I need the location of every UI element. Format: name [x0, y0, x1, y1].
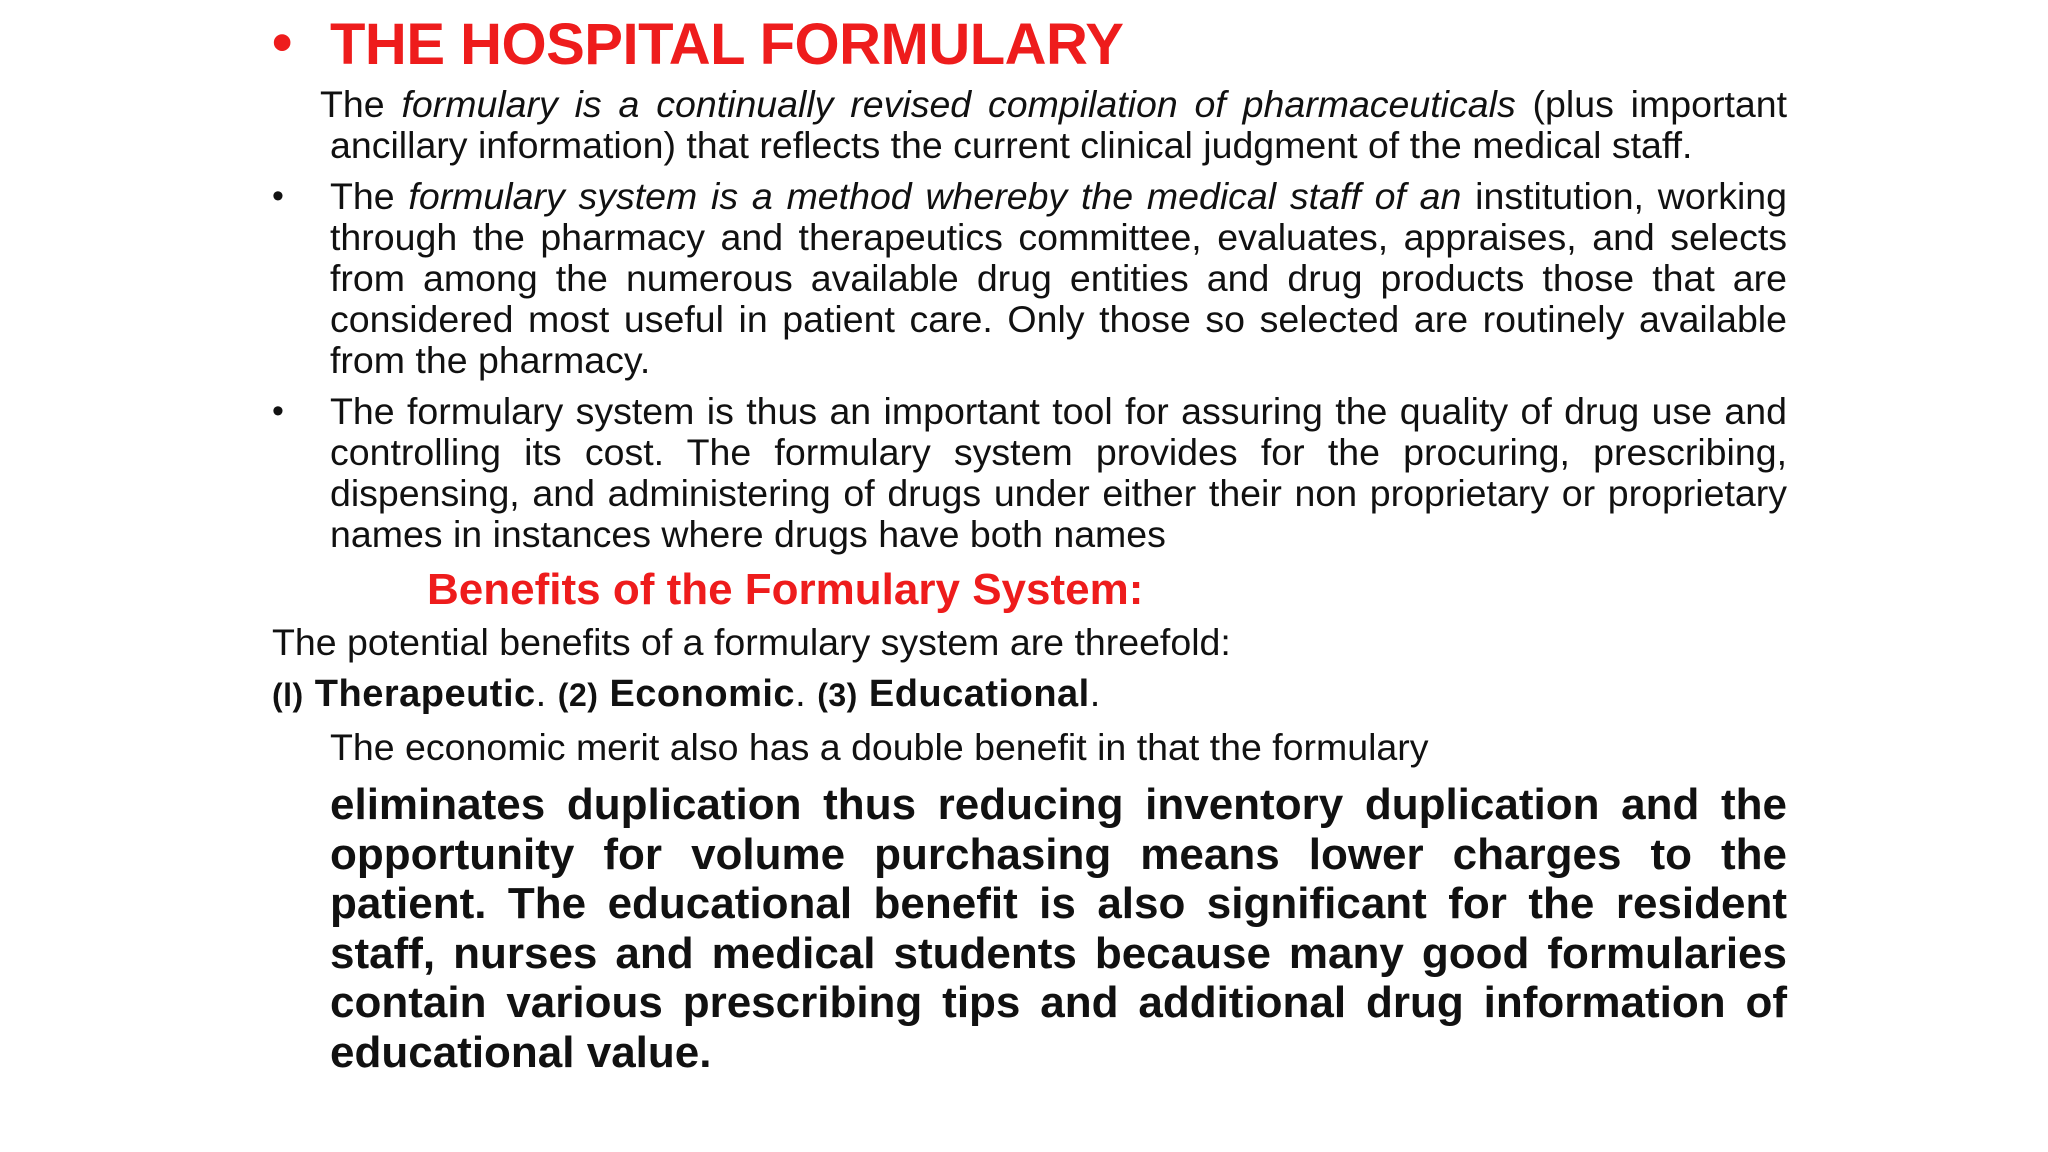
benefit-sep: . — [795, 673, 818, 715]
benefit-num-2: (2) — [557, 677, 599, 713]
intro-paragraph — [320, 83, 1787, 166]
bullet-italic: formulary system is a method whereby the medical staff of an — [408, 175, 1462, 217]
benefit-types-line — [272, 669, 1787, 720]
benefit-sep: . — [535, 673, 558, 715]
benefit-economic: Economic — [609, 673, 796, 715]
bullet-lead: The — [330, 175, 409, 217]
title-row — [272, 6, 1787, 84]
economic-merit-line: The economic merit also has a double benefit in that the formulary — [330, 726, 1429, 768]
benefit-num-3: (3) — [817, 677, 858, 713]
bullet-dot: • — [272, 177, 284, 215]
bullet-text — [330, 176, 1787, 381]
title-bullet: • — [272, 10, 293, 75]
benefit-end: . — [1089, 673, 1101, 715]
intro-rest: (plus important ancillary information) that reflects the current clinical judgment of the medical staff. — [330, 83, 1787, 166]
benefit-num-1: (l) — [272, 677, 304, 713]
bullet-item-important-tool — [272, 391, 1787, 555]
bullet-dot: • — [272, 392, 284, 430]
benefits-heading: Benefits of the Formulary System: — [427, 565, 1144, 614]
economic-educational-paragraph: eliminates duplication thus reducing inventory duplication and the opportunity for volume purchasing means lower charges to the patient. The educational benefit is also significant for the resident staff, nurses and medical students because many good formularies contain various prescribing tips and additional drug information of educational value. — [330, 780, 1787, 1077]
bullet-rest: institution, working through the pharmacy and therapeutics committee, evaluates, appraises, and selects from among the numerous available drug entities and drug products those that are considered most useful in patient care. Only those so selected are routinely available from the pharmacy. — [330, 175, 1787, 381]
intro-italic: formulary is a continually revised compilation of pharmaceuticals — [401, 83, 1516, 125]
intro-lead: The — [320, 83, 402, 125]
slide-title: THE HOSPITAL FORMULARY — [330, 12, 1124, 77]
bullet-item-formulary-system — [272, 176, 1787, 381]
benefit-educational: Educational — [868, 673, 1090, 715]
benefits-intro: The potential benefits of a formulary system are threefold: — [272, 621, 1231, 663]
slide-content — [272, 6, 1787, 1077]
benefit-therapeutic: Therapeutic — [314, 673, 536, 715]
bullet-text: The formulary system is thus an important tool for assuring the quality of drug use and controlling its cost. The formulary system provides for the procuring, prescribing, dispensing, and administering of drugs under either their non proprietary or proprietary names in instances where drugs have both names — [330, 390, 1787, 555]
